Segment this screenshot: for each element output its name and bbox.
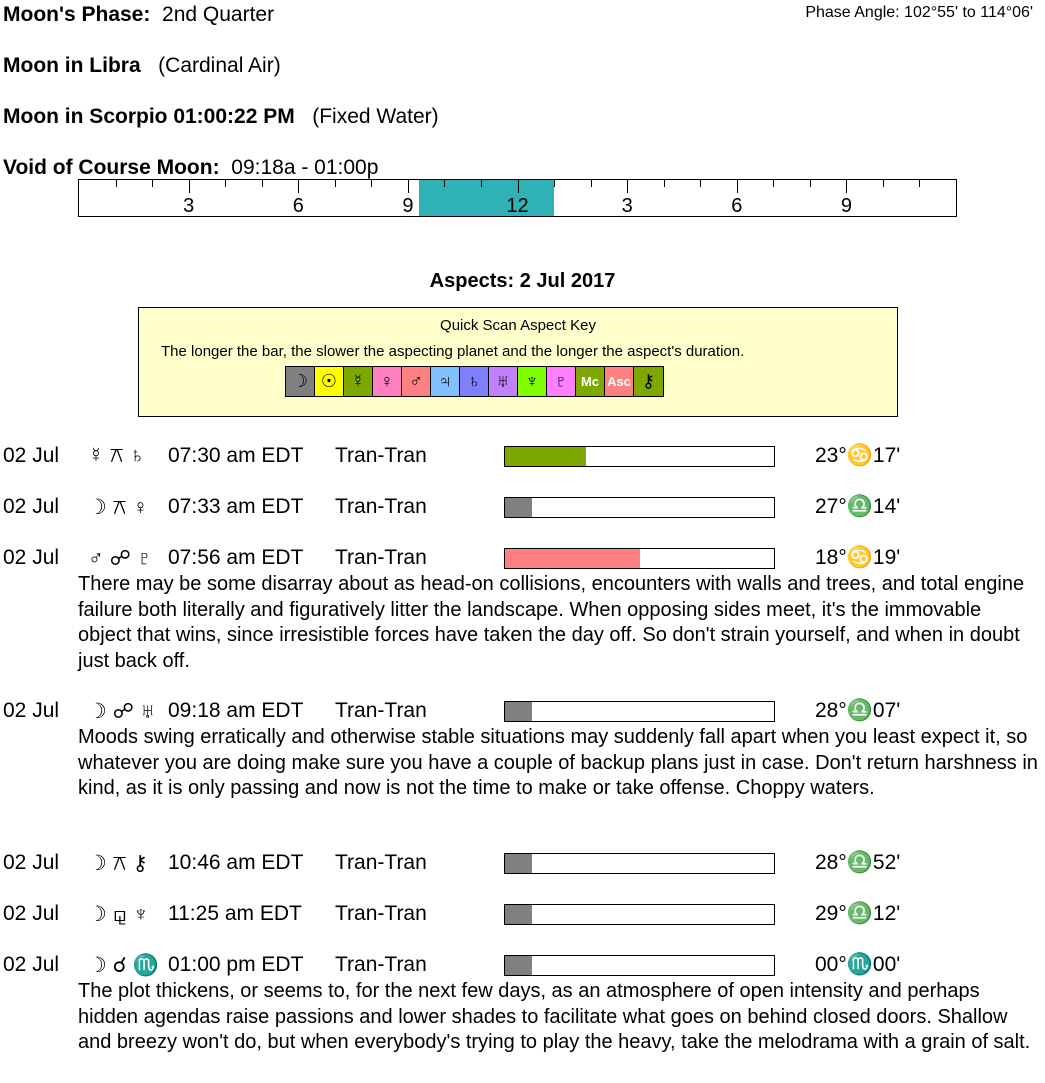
aspect-date: 02 Jul	[3, 699, 60, 722]
timeline-tick	[262, 180, 263, 187]
aspect-glyphs: ☽ ⚼ ♆	[88, 903, 149, 926]
timeline-tick	[664, 180, 665, 187]
aspect-glyphs: ☽ ⚻ ⚷	[88, 852, 148, 875]
phase-angle: Phase Angle: 102°55' to 114°06'	[805, 4, 1033, 21]
pluto-swatch: ♇	[547, 367, 576, 396]
void-of-course-timeline	[78, 179, 957, 217]
moon-ingress-line	[3, 105, 439, 129]
aspect-date: 02 Jul	[3, 444, 60, 467]
timeline-tick	[627, 180, 628, 193]
aspect-key-box	[138, 307, 898, 417]
aspect-key-swatches	[285, 366, 664, 397]
aspect-duration-bar	[504, 904, 775, 925]
aspect-type: Tran-Tran	[335, 953, 427, 976]
aspect-date: 02 Jul	[3, 546, 60, 569]
timeline-tick	[554, 180, 555, 187]
aspect-duration-fill	[505, 956, 532, 975]
aspect-time: 11:25 am EDT	[168, 902, 302, 925]
aspect-description: Moods swing erratically and otherwise stable situations may suddenly fall apart when you least expect it, so whatever you are doing make sure you have a couple of backup plans just in case. Don't return harshness in kind, as it is only passing and now is not the time to make or take offense. Choppy waters.	[78, 726, 1038, 799]
aspect-duration-bar	[504, 497, 775, 518]
timeline-tick	[591, 180, 592, 187]
jupiter-swatch: ♃	[431, 367, 460, 396]
timeline-tick	[810, 180, 811, 187]
timeline-tick	[773, 180, 774, 187]
timeline-tick	[189, 180, 190, 193]
saturn-swatch: ♄	[460, 367, 489, 396]
timeline-tick	[518, 180, 519, 193]
timeline-hour-label: 6	[731, 195, 743, 217]
moon-phase-line	[3, 3, 274, 27]
aspect-duration-bar	[504, 701, 775, 722]
aspect-type: Tran-Tran	[335, 851, 427, 874]
timeline-tick	[371, 180, 372, 187]
aspect-type: Tran-Tran	[335, 495, 427, 518]
timeline-hour-label: 3	[183, 195, 195, 217]
aspect-duration-bar	[504, 548, 775, 569]
timeline-tick	[737, 180, 738, 193]
moon-sign-element: (Cardinal Air)	[158, 54, 281, 77]
mercury-swatch: ☿	[344, 367, 373, 396]
aspect-glyphs: ☽ ☌ ♏	[88, 954, 159, 977]
aspect-duration-fill	[505, 498, 532, 517]
aspect-position: 27°♎14'	[815, 495, 901, 518]
neptune-swatch: ♆	[518, 367, 547, 396]
timeline-hour-label: 6	[292, 195, 304, 217]
void-of-course-label: Void of Course Moon:	[3, 156, 220, 179]
timeline-tick	[919, 180, 920, 187]
aspect-duration-bar	[504, 955, 775, 976]
venus-swatch: ♀	[373, 367, 402, 396]
aspect-time: 07:33 am EDT	[168, 495, 304, 518]
void-of-course-value: 09:18a - 01:00p	[231, 156, 379, 179]
aspects-title: Aspects: 2 Jul 2017	[429, 270, 616, 292]
timeline-hour-label: 9	[402, 195, 414, 217]
timeline-tick	[225, 180, 226, 187]
timeline-tick	[481, 180, 482, 187]
timeline-hour-label: 9	[840, 195, 852, 217]
ascendant-swatch: Asc	[605, 367, 634, 396]
timeline-tick	[444, 180, 445, 187]
aspect-duration-fill	[505, 447, 586, 466]
timeline-tick	[116, 180, 117, 187]
aspect-date: 02 Jul	[3, 902, 60, 925]
aspect-glyphs: ☿ ⚻ ♄	[88, 444, 146, 467]
aspect-time: 01:00 pm EDT	[168, 953, 304, 976]
sun-swatch: ☉	[315, 367, 344, 396]
moon-sign-line	[3, 54, 281, 78]
aspect-position: 28°♎52'	[815, 851, 901, 874]
chiron-swatch: ⚷	[634, 367, 663, 396]
moon-ingress-element: (Fixed Water)	[312, 105, 439, 128]
timeline-tick	[700, 180, 701, 187]
aspect-duration-fill	[505, 854, 532, 873]
moon-swatch: ☽	[286, 367, 315, 396]
aspect-description: There may be some disarray about as head-on collisions, encounters with walls and trees, and total engine failure both literally and figuratively litter the landscape. When opposing sides meet, it's the immovable object that wins, since irresistible forces have taken the day off. So don't strain yourself, and when in doubt just back off.	[78, 573, 1025, 672]
mars-swatch: ♂	[402, 367, 431, 396]
aspect-time: 10:46 am EDT	[168, 851, 304, 874]
aspect-glyphs: ☽ ☍ ♅	[88, 700, 156, 723]
aspect-type: Tran-Tran	[335, 546, 427, 569]
timeline-tick	[408, 180, 409, 193]
uranus-swatch: ♅	[489, 367, 518, 396]
aspect-glyphs: ♂ ☍ ♇	[88, 547, 153, 570]
aspect-position: 29°♎12'	[815, 902, 901, 925]
aspect-time: 09:18 am EDT	[168, 699, 304, 722]
void-of-course-block	[419, 180, 554, 216]
aspect-time: 07:30 am EDT	[168, 444, 304, 467]
timeline-tick	[335, 180, 336, 187]
timeline-tick	[152, 180, 153, 187]
aspect-duration-fill	[505, 549, 640, 568]
aspect-glyphs: ☽ ⚻ ♀	[88, 496, 149, 519]
timeline-hour-label: 3	[621, 195, 633, 217]
aspect-time: 07:56 am EDT	[168, 546, 304, 569]
aspect-position: 28°♎07'	[815, 699, 901, 722]
midheaven-swatch: Mc	[576, 367, 605, 396]
aspect-duration-bar	[504, 853, 775, 874]
aspect-duration-fill	[505, 702, 532, 721]
aspect-date: 02 Jul	[3, 953, 60, 976]
timeline-hour-label: 12	[506, 195, 529, 217]
aspect-key-description: The longer the bar, the slower the aspecting planet and the longer the aspect's duration.	[161, 343, 745, 360]
moon-phase-value: 2nd Quarter	[162, 3, 275, 26]
aspect-key-title: Quick Scan Aspect Key	[440, 317, 596, 334]
moon-sign-label: Moon in Libra	[3, 54, 141, 77]
aspect-position: 23°♋17'	[815, 444, 901, 467]
moon-ingress-label: Moon in Scorpio 01:00:22 PM	[3, 105, 295, 128]
aspect-duration-fill	[505, 905, 532, 924]
void-of-course-line	[3, 156, 378, 180]
aspect-position: 18°♋19'	[815, 546, 901, 569]
aspect-date: 02 Jul	[3, 495, 60, 518]
timeline-tick	[846, 180, 847, 193]
timeline-tick	[883, 180, 884, 187]
aspect-type: Tran-Tran	[335, 902, 427, 925]
moon-phase-label: Moon's Phase:	[3, 3, 151, 26]
aspect-description: The plot thickens, or seems to, for the next few days, as an atmosphere of open intensity and perhaps hidden agendas raise passions and lower shades to facilitate what goes on behind closed doors. Shallow and breezy won't do, but when everybody's trying to play the heavy, take the melodrama with a grain of salt.	[78, 980, 1031, 1053]
aspect-date: 02 Jul	[3, 851, 60, 874]
aspect-type: Tran-Tran	[335, 699, 427, 722]
aspect-position: 00°♏00'	[815, 953, 901, 976]
aspect-duration-bar	[504, 446, 775, 467]
timeline-tick	[298, 180, 299, 193]
aspect-type: Tran-Tran	[335, 444, 427, 467]
